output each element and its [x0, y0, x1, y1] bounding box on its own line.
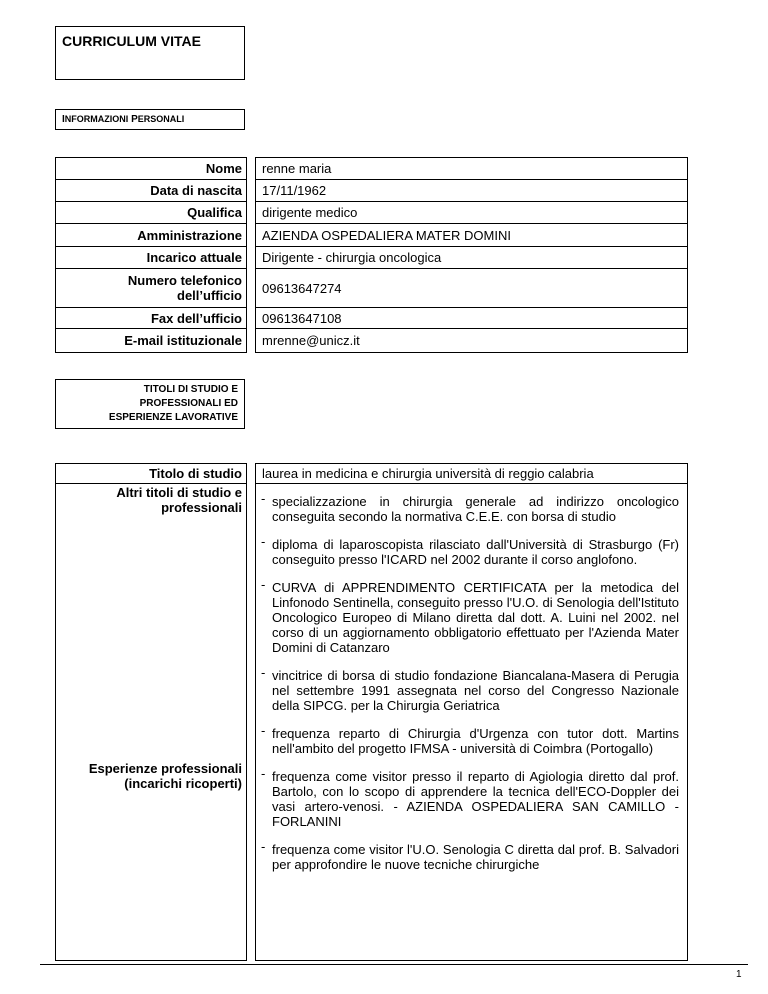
label-data-nascita: Data di nascita — [56, 180, 246, 202]
education-labels-column — [55, 463, 247, 961]
section-titles-line1: TITOLI DI STUDIO E — [143, 384, 238, 395]
value-amministrazione: AZIENDA OSPEDALIERA MATER DOMINI — [256, 224, 687, 247]
label-nome: Nome — [56, 158, 246, 180]
label-telefono: Numero telefonico dell’ufficio — [56, 269, 246, 308]
value-telefono: 09613647274 — [256, 269, 687, 308]
label-altri-titoli: Altri titoli di studio e professionali — [116, 485, 242, 515]
value-titolo-studio: laurea in medicina e chirurgia università di reggio calabria — [256, 464, 687, 484]
label-email: E-mail istituzionale — [124, 333, 242, 348]
esperienze-list — [256, 723, 687, 872]
list-item: - frequenza come visitor l'U.O. Senologia C diretta dal prof. B. Salvadori per approfondire le nuove tecniche chirurgiche — [261, 839, 679, 872]
section-titoli-esperienze — [55, 379, 245, 429]
personal-values-column — [255, 157, 688, 353]
list-item: - vincitrice di borsa di studio fondazione Biancalana-Masera di Perugia nel settembre 1991 assegnata nel corso del Congresso Nazionale della SIPCG. per la Chirurgia Geriatrica — [261, 665, 679, 713]
label-esperienze: Esperienze professionali (incarichi ricoperti) — [88, 761, 242, 791]
section-titles-line3: ESPERIENZE LAVORATIVE — [108, 412, 238, 423]
label-fax: Fax dell’ufficio — [56, 308, 246, 329]
value-data-nascita: 17/11/1962 — [256, 180, 687, 202]
personal-labels-column — [55, 157, 247, 353]
value-nome: renne maria — [256, 158, 687, 180]
label-qualifica: Qualifica — [56, 202, 246, 224]
list-item: - frequenza reparto di Chirurgia d'Urgenza con tutor dott. Martins nell'ambito del progetto IFMSA - università di Coimbra (Portogallo) — [261, 723, 679, 756]
section-personal-info: INFORMAZIONI PERSONALI — [55, 109, 245, 130]
label-incarico: Incarico attuale — [56, 247, 246, 269]
page-number: 1 — [736, 969, 742, 980]
list-item: - CURVA di APPRENDIMENTO CERTIFICATA per la metodica del Linfonodo Sentinella, conseguito presso l'U.O. di Senologia dell'Istituto Oncologico Europeo di Milano diretta dal dott. A. Luini nel 2002. nel corso di un aggiornamento obbligatorio effettuato per l'Azienda Mater Domini di Catanzaro — [261, 577, 679, 655]
label-amministrazione: Amministrazione — [56, 224, 246, 247]
label-titolo-studio: Titolo di studio — [56, 464, 246, 484]
value-qualifica: dirigente medico — [256, 202, 687, 224]
footer-divider — [40, 964, 748, 965]
cv-title: CURRICULUM VITAE — [55, 26, 245, 80]
value-email: mrenne@unicz.it — [262, 333, 360, 348]
value-incarico: Dirigente - chirurgia oncologica — [256, 247, 687, 269]
value-fax: 09613647108 — [256, 308, 687, 329]
list-item: - frequenza come visitor presso il reparto di Agiologia diretto dal prof. Bartolo, con lo scopo di apprendere la tecnica dell'ECO-Doppler dei vasi artero-venosi. - AZIENDA OSPEDALIERA SAN CAMILLO - FORLANINI — [261, 766, 679, 829]
list-item: - specializzazione in chirurgia generale ad indirizzo oncologico conseguita secondo la normativa C.E.E. con borsa di studio — [261, 491, 679, 524]
education-values-column — [255, 463, 688, 961]
altri-titoli-list — [256, 484, 687, 713]
section-titles-line2: PROFESSIONALI ED — [139, 398, 238, 409]
list-item: - diploma di laparoscopista rilasciato dall'Università di Strasburgo (Fr) conseguito presso l'ICARD nel 2002 durante il corso anglofono. — [261, 534, 679, 567]
